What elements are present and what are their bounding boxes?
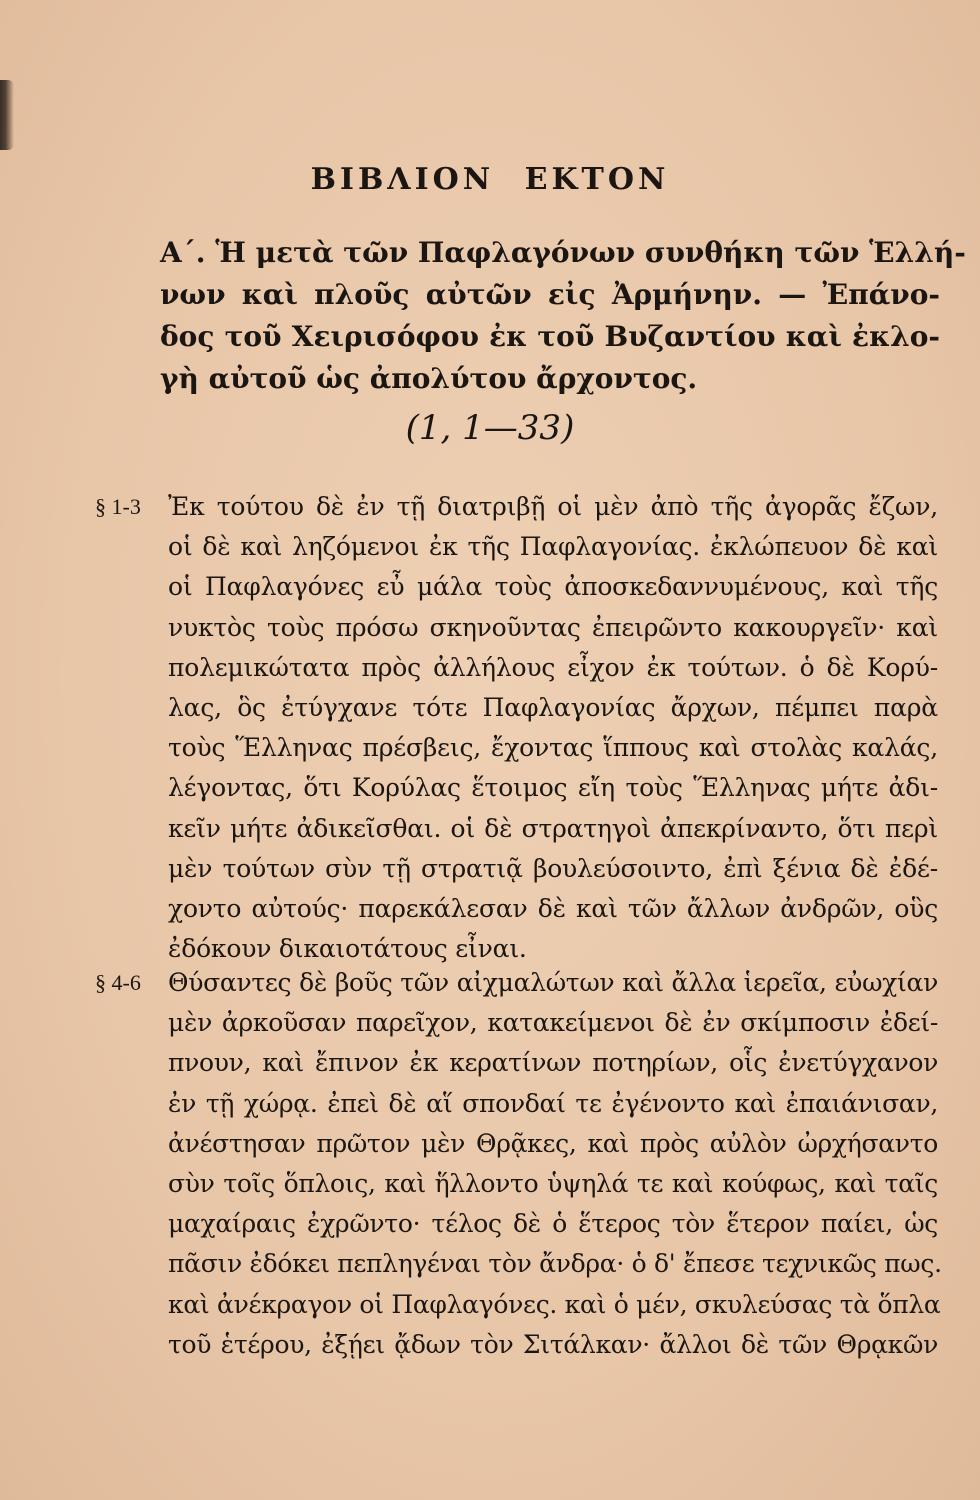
text-line: λέγοντας, ὅτι Κορύλας ἕτοιμος εἴη τοὺς Ἕλληνας μήτε ἀδι- xyxy=(168,773,938,803)
text-line: πνουν, καὶ ἔπινον ἐκ κερατίνων ποτηρίων, οἷς ἐνετύγχανον xyxy=(168,1048,938,1078)
text-line: κεῖν μήτε ἀδικεῖσθαι. οἱ δὲ στρατηγοὶ ἀπεκρίναντο, ὅτι περὶ xyxy=(168,813,938,843)
text-line: πᾶσιν ἐδόκει πεπληγέναι τὸν ἄνδρα· ὁ δ' ἔπεσε τεχνικῶς πως. xyxy=(168,1249,942,1279)
chapter-heading xyxy=(160,232,966,400)
text-line: μὲν ἀρκοῦσαν παρεῖχον, κατακείμενοι δὲ ἐν σκίμποσιν ἐδεί- xyxy=(168,1008,938,1038)
text-line: σὺν τοῖς ὅπλοις, καὶ ἥλλοντο ὑψηλά τε καὶ κούφως, καὶ ταῖς xyxy=(168,1169,938,1199)
text-line: μὲν τούτων σὺν τῇ στρατιᾷ βουλεύσοιντο, ἐπὶ ξένια δὲ ἐδέ- xyxy=(168,853,938,883)
text-line: πολεμικώτατα πρὸς ἀλλήλους εἶχον ἐκ τούτων. ὁ δὲ Κορύ- xyxy=(168,652,938,682)
chapter-heading-line: γὴ αὐτοῦ ὡς ἀπολύτου ἄρχοντος. xyxy=(160,362,698,395)
text-line: χοντο αὐτούς· παρεκάλεσαν δὲ καὶ τῶν ἄλλων ἀνδρῶν, οὓς xyxy=(168,894,938,924)
chapter-heading-line: νων καὶ πλοῦς αὐτῶν εἰς Ἀρμήνην. — Ἐπάνο- xyxy=(160,278,940,311)
text-line: καὶ ἀνέκραγον οἱ Παφλαγόνες. καὶ ὁ μέν, σκυλεύσας τὰ ὅπλα xyxy=(168,1289,941,1319)
text-line: λας, ὃς ἐτύγχανε τότε Παφλαγονίας ἄρχων, πέμπει παρὰ xyxy=(168,693,938,723)
section-marker: § 4-6 xyxy=(95,970,141,995)
text-line: ἐν τῇ χώρᾳ. ἐπεὶ δὲ αἵ σπονδαί τε ἐγένοντο καὶ ἐπαιάνισαν, xyxy=(168,1088,938,1118)
text-line: Ἐκ τούτου δὲ ἐν τῇ διατριβῇ οἱ μὲν ἀπὸ τῆς ἀγορᾶς ἔζων, xyxy=(168,492,938,521)
chapter-heading-line: Α΄. Ἡ μετὰ τῶν Παφλαγόνων συνθήκη τῶν Ἑλλή- xyxy=(160,236,966,269)
text-line: τοὺς Ἕλληνας πρέσβεις, ἔχοντας ἵππους καὶ στολὰς καλάς, xyxy=(168,733,938,763)
chapter-reference: (1, 1—33) xyxy=(405,408,575,448)
text-line: ἐδόκουν δικαιοτάτους εἶναι. xyxy=(168,934,527,964)
text-line: οἱ Παφλαγόνες εὖ μάλα τοὺς ἀποσκεδαννυμένους, καὶ τῆς xyxy=(168,572,938,602)
text-line: τοῦ ἑτέρου, ἐξῄει ᾄδων τὸν Σιτάλκαν· ἄλλοι δὲ τῶν Θρᾳκῶν xyxy=(168,1329,938,1359)
section-text xyxy=(168,963,942,1365)
text-line: νυκτὸς τοὺς πρόσω σκηνοῦντας ἐπειρῶντο κακουργεῖν· καὶ xyxy=(168,612,938,642)
book-title: ΒΙΒΛΙΟΝ ΕΚΤΟΝ xyxy=(310,162,670,197)
text-line: ἀνέστησαν πρῶτον μὲν Θρᾷκες, καὶ πρὸς αὐλὸν ὠρχήσαντο xyxy=(168,1128,938,1158)
text-line: οἱ δὲ καὶ ληζόμενοι ἐκ τῆς Παφλαγονίας. ἐκλώπευον δὲ καὶ xyxy=(168,532,938,562)
chapter-heading-line: δος τοῦ Χειρισόφου ἐκ τοῦ Βυζαντίου καὶ ἐκλο- xyxy=(160,320,940,353)
section-marker: § 1-3 xyxy=(95,494,141,519)
binding-edge-mark xyxy=(0,80,14,150)
text-line: μαχαίραις ἐχρῶντο· τέλος δὲ ὁ ἕτερος τὸν ἕτερον παίει, ὡς xyxy=(168,1209,938,1239)
section-text xyxy=(168,487,938,969)
text-line: Θύσαντες δὲ βοῦς τῶν αἰχμαλώτων καὶ ἄλλα ἱερεῖα, εὐωχίαν xyxy=(168,968,938,997)
